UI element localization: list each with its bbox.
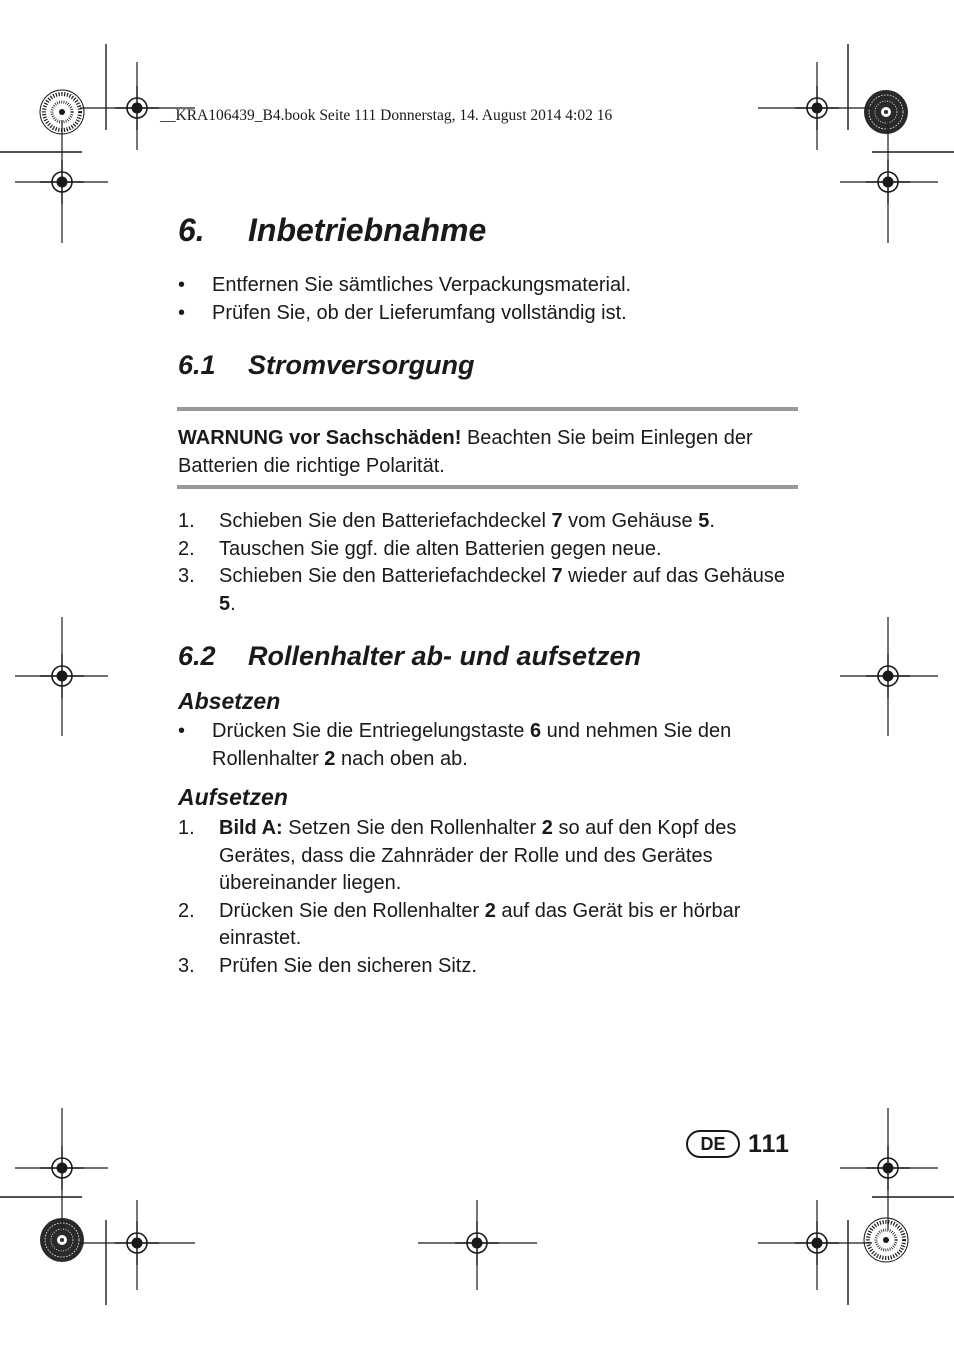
section-title: Stromversorgung xyxy=(248,350,475,380)
bullet-icon: • xyxy=(178,301,186,324)
page-footer xyxy=(686,1128,790,1160)
list-item: 2. Drücken Sie den Rollenhalter 2 auf das Gerät bis er hörbar einrastet. xyxy=(178,899,741,949)
list-item: • Entfernen Sie sämtliches Verpackungsmaterial. xyxy=(178,272,798,300)
section-6-heading xyxy=(178,212,486,249)
absetzen-heading: Absetzen xyxy=(178,688,281,714)
section-6-2-heading xyxy=(178,641,641,672)
list-item: 1. Schieben Sie den Batteriefachdeckel 7 vom Gehäuse 5. xyxy=(178,510,715,532)
list-item: 3. Schieben Sie den Batteriefachdeckel 7 wieder auf das Gehäuse 5. xyxy=(178,565,785,615)
aufsetzen-steps xyxy=(178,815,798,980)
section-title: Rollenhalter ab- und aufsetzen xyxy=(248,641,642,671)
warning-top-rule xyxy=(177,407,798,411)
warning-text: Beachten Sie beim Einlegen der Batterien die richtige Polarität. xyxy=(178,427,753,477)
section-6-bullet-list xyxy=(178,272,798,327)
aufsetzen-heading: Aufsetzen xyxy=(178,784,288,810)
list-item: • Drücken Sie die Entriegelungstaste 6 und nehmen Sie den Rollenhalter 2 nach oben ab. xyxy=(178,720,732,770)
list-item: 1. Bild A: Setzen Sie den Rollenhalter 2 so auf den Kopf des Gerätes, dass die Zahnräder der Rolle und des Gerätes übereinander liegen. xyxy=(178,817,737,894)
list-item: 3. Prüfen Sie den sicheren Sitz. xyxy=(178,954,477,977)
language-badge: DE xyxy=(686,1130,740,1158)
section-number: 6.2 xyxy=(178,641,216,671)
warning-label: WARNUNG vor Sachschäden! xyxy=(178,427,462,449)
section-title: Inbetriebnahme xyxy=(248,212,487,248)
star-target-icon xyxy=(864,1218,908,1262)
absetzen-bullet-list xyxy=(178,718,798,773)
bullet-icon: • xyxy=(178,720,186,742)
star-target-icon xyxy=(864,90,908,134)
list-item: 2. Tauschen Sie ggf. die alten Batterien gegen neue. xyxy=(178,537,662,560)
section-6-1-heading xyxy=(178,350,475,381)
warning-box xyxy=(178,425,798,480)
section-number: 6.1 xyxy=(178,350,216,380)
bullet-icon: • xyxy=(178,274,186,296)
print-header-info: __KRA106439_B4.book Seite 111 Donnerstag, 14. August 2014 4:02 16 xyxy=(160,107,613,124)
list-item: • Prüfen Sie, ob der Lieferumfang vollständig ist. xyxy=(178,300,798,328)
warning-bottom-rule xyxy=(177,485,798,489)
section-6-1-steps xyxy=(178,508,798,618)
page-number: 111 xyxy=(748,1129,790,1158)
section-number: 6. xyxy=(178,212,205,248)
